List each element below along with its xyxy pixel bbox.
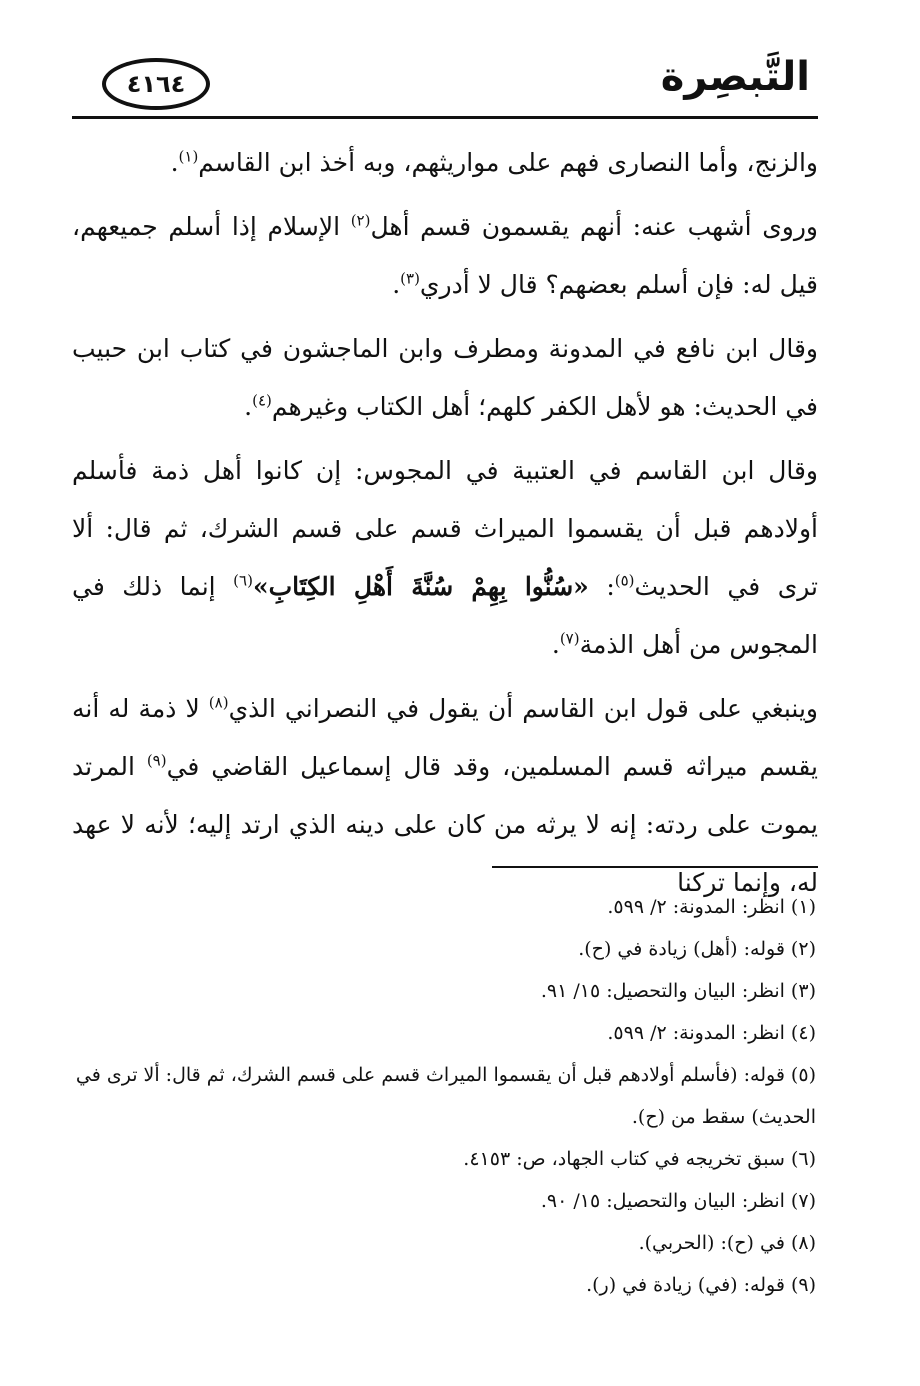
paragraph-5 <box>72 680 818 912</box>
main-text <box>72 134 818 918</box>
footnote-6: (٦) سبق تخريجه في كتاب الجهاد، ص: ٤١٥٣. <box>463 1148 816 1170</box>
paragraph-text: وروى أشهب عنه: أنهم يقسمون قسم أهل <box>370 212 818 241</box>
footnote-1: (١) انظر: المدونة: ٢/ ٥٩٩. <box>607 896 816 918</box>
footnote-8: (٨) في (ح): (الحربي). <box>638 1232 816 1254</box>
footnote-ref-5[interactable]: (٥) <box>614 571 635 590</box>
paragraph-tail: . <box>392 270 401 299</box>
paragraph-text: وقال ابن نافع في المدونة ومطرف وابن الماجشون في كتاب ابن حبيب في الحديث: هو لأهل الكفر كلهم؛ أهل الكتاب وغيرهم <box>72 334 818 421</box>
footnotes <box>72 886 818 1306</box>
footnote-ref-4[interactable]: (٤) <box>252 391 272 410</box>
footnote-divider <box>492 866 818 868</box>
footnote-4: (٤) انظر: المدونة: ٢/ ٥٩٩. <box>607 1022 816 1044</box>
footnote-ref-6[interactable]: (٦) <box>233 571 253 590</box>
page-header <box>72 52 818 124</box>
footnote-3: (٣) انظر: البيان والتحصيل: ١٥/ ٩١. <box>540 980 816 1002</box>
book-title: التَّبصِرة <box>660 54 810 100</box>
paragraph-tail: . <box>170 148 179 177</box>
paragraph-text: الإسلام إذا أسلم جميعهم، قيل له: فإن أسلم بعضهم؟ قال لا أدري <box>72 212 818 299</box>
footnote-ref-3[interactable]: (٣) <box>400 269 420 288</box>
footnote-9: (٩) قوله: (في) زيادة في (ر). <box>586 1274 816 1296</box>
paragraph-1 <box>72 134 818 192</box>
header-divider <box>72 116 818 119</box>
footnote-2: (٢) قوله: (أهل) زيادة في (ح). <box>578 938 816 960</box>
paragraph-text: المرتد يموت على ردته: إنه لا يرثه من كان على دينه الذي ارتد إليه؛ لأنه لا عهد له، وإنما تركنا <box>72 752 818 897</box>
footnote-ref-9[interactable]: (٩) <box>146 751 167 770</box>
paragraph-3 <box>72 320 818 436</box>
paragraph-tail: . <box>551 630 560 659</box>
footnote-7: (٧) انظر: البيان والتحصيل: ١٥/ ٩٠. <box>540 1190 816 1212</box>
paragraph-text: وينبغي على قول ابن القاسم أن يقول في النصراني الذي <box>228 694 818 723</box>
footnote-ref-1[interactable]: (١) <box>178 147 199 166</box>
footnote-ref-8[interactable]: (٨) <box>208 693 229 712</box>
page-number-badge <box>102 58 210 110</box>
page-number: ٤١٦٤ <box>126 70 186 98</box>
footnote-ref-2[interactable]: (٢) <box>350 211 371 230</box>
paragraph-text: وقال ابن القاسم في العتبية في المجوس: إن كانوا أهل ذمة فأسلم أولادهم قبل أن يقسموا الميراث قسم على قسم الشرك، ثم قال: ألا ترى في الحديث <box>72 456 819 601</box>
paragraph-2 <box>72 198 818 314</box>
hadith-quote: «سُنُّوا بِهِمْ سُنَّةَ أَهْلِ الكِتَابِ» <box>252 572 589 601</box>
paragraph-tail: . <box>244 392 253 421</box>
footnote-5: (٥) قوله: (فأسلم أولادهم قبل أن يقسموا الميراث قسم على قسم الشرك، ثم قال: ألا ترى في الحديث) سقط من (ح). <box>75 1064 816 1128</box>
paragraph-text: والزنج، وأما النصارى فهم على مواريثهم، وبه أخذ ابن القاسم <box>198 148 818 177</box>
footnote-ref-7[interactable]: (٧) <box>559 629 580 648</box>
paragraph-4 <box>72 442 818 674</box>
paragraph-text: لا ذمة له أنه يقسم ميراثه قسم المسلمين، وقد قال إسماعيل القاضي في <box>72 694 818 781</box>
paragraph-text: : <box>588 572 615 601</box>
paragraph-text: إنما ذلك في المجوس من أهل الذمة <box>72 572 818 659</box>
